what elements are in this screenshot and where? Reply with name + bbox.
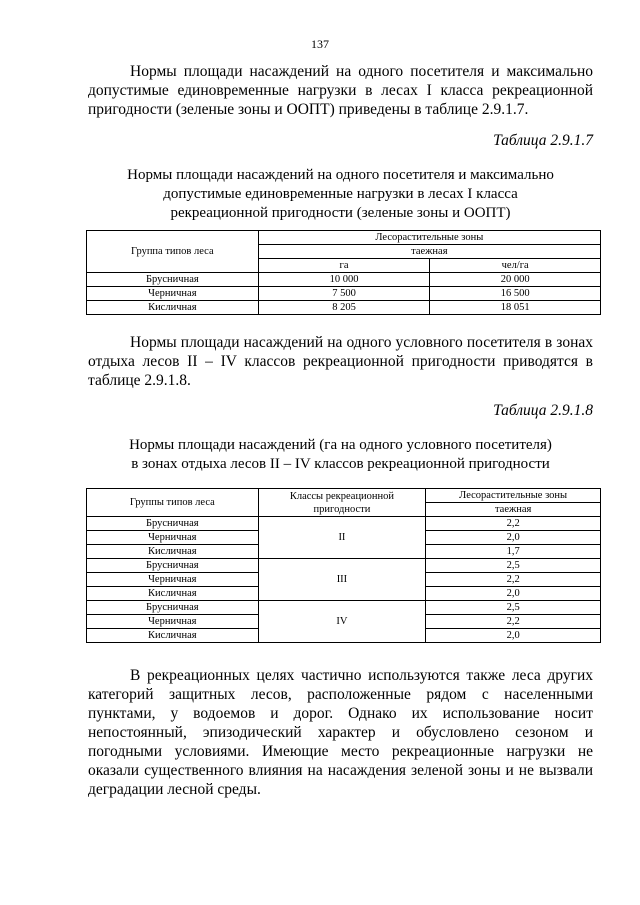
forest-type-cell: Кисличная	[87, 629, 259, 643]
paragraph-recreation-note: В рекреационных целях частично используются также леса других категорий защитных лесов, расположенные рядом с населенными пунктами, у водоемов и дорог. Однако их использование носит непостоянный, эпизодический характер и обусловлено сезоном и погодными условиями. Имеющие место рекреационные нагрузки не оказали существенного влияния на насаждения зеленой зоны и не вызвали деградации лесной среды.	[88, 667, 593, 798]
table2-title	[88, 436, 593, 474]
table1-title-line: рекреационной пригодности (зеленые зоны и ООПТ)	[170, 205, 511, 221]
table1-header-unit: га	[258, 259, 430, 273]
table1-title-line: Нормы площади насаждений на одного посетителя и максимально	[127, 167, 554, 183]
table2-caption: Таблица 2.9.1.8	[493, 402, 593, 419]
value-cell: 20 000	[430, 273, 601, 287]
table1-header-group: Группа типов леса	[87, 231, 259, 273]
table2	[86, 488, 601, 643]
table2-header-zone: таежная	[426, 503, 601, 517]
table-row	[87, 559, 601, 573]
table2-header-zones: Лесорастительные зоны	[426, 489, 601, 503]
table-row	[87, 287, 601, 301]
value-cell: 1,7	[426, 545, 601, 559]
class-cell: III	[258, 559, 426, 601]
value-cell: 2,0	[426, 587, 601, 601]
page-number: 137	[311, 37, 329, 51]
value-cell: 2,2	[426, 573, 601, 587]
value-cell: 2,5	[426, 559, 601, 573]
table1-title	[88, 166, 593, 223]
value-cell: 2,0	[426, 629, 601, 643]
table2-header-class: Классы рекреационной пригодности	[258, 489, 426, 517]
forest-type-cell: Брусничная	[87, 559, 259, 573]
table1-title-line: допустимые единовременные нагрузки в лесах I класса	[163, 186, 518, 202]
forest-type-cell: Черничная	[87, 573, 259, 587]
forest-type-cell: Брусничная	[87, 273, 259, 287]
table2-header-groups: Группы типов леса	[87, 489, 259, 517]
forest-type-cell: Брусничная	[87, 601, 259, 615]
table-row	[87, 273, 601, 287]
forest-type-cell: Кисличная	[87, 301, 259, 315]
value-cell: 10 000	[258, 273, 430, 287]
table-row	[87, 517, 601, 531]
table1-caption: Таблица 2.9.1.7	[493, 132, 593, 149]
value-cell: 2,2	[426, 615, 601, 629]
table1-header-zone: таежная	[258, 245, 600, 259]
forest-type-cell: Кисличная	[87, 587, 259, 601]
table1-header-zones: Лесорастительные зоны	[258, 231, 600, 245]
value-cell: 2,5	[426, 601, 601, 615]
table1-header-unit: чел/га	[430, 259, 601, 273]
forest-type-cell: Брусничная	[87, 517, 259, 531]
paragraph-intro-table1: Нормы площади насаждений на одного посетителя и максимально допустимые единовременные нагрузки в лесах I класса рекреационной пригодности (зеленые зоны и ООПТ) приведены в таблице 2.9.1.7.	[88, 63, 593, 118]
table-row	[87, 301, 601, 315]
table2-title-line: в зонах отдыха лесов II – IV классов рекреационной пригодности	[131, 456, 550, 472]
forest-type-cell: Черничная	[87, 615, 259, 629]
value-cell: 7 500	[258, 287, 430, 301]
forest-type-cell: Кисличная	[87, 545, 259, 559]
class-cell: IV	[258, 601, 426, 643]
paragraph-intro-table2: Нормы площади насаждений на одного условного посетителя в зонах отдыха лесов II – IV классов рекреационной пригодности приводятся в таблице 2.9.1.8.	[88, 334, 593, 389]
class-cell: II	[258, 517, 426, 559]
value-cell: 8 205	[258, 301, 430, 315]
table1	[86, 230, 601, 315]
value-cell: 16 500	[430, 287, 601, 301]
table2-title-line: Нормы площади насаждений (га на одного условного посетителя)	[129, 437, 552, 453]
value-cell: 2,2	[426, 517, 601, 531]
forest-type-cell: Черничная	[87, 531, 259, 545]
table-row	[87, 601, 601, 615]
forest-type-cell: Черничная	[87, 287, 259, 301]
value-cell: 2,0	[426, 531, 601, 545]
value-cell: 18 051	[430, 301, 601, 315]
